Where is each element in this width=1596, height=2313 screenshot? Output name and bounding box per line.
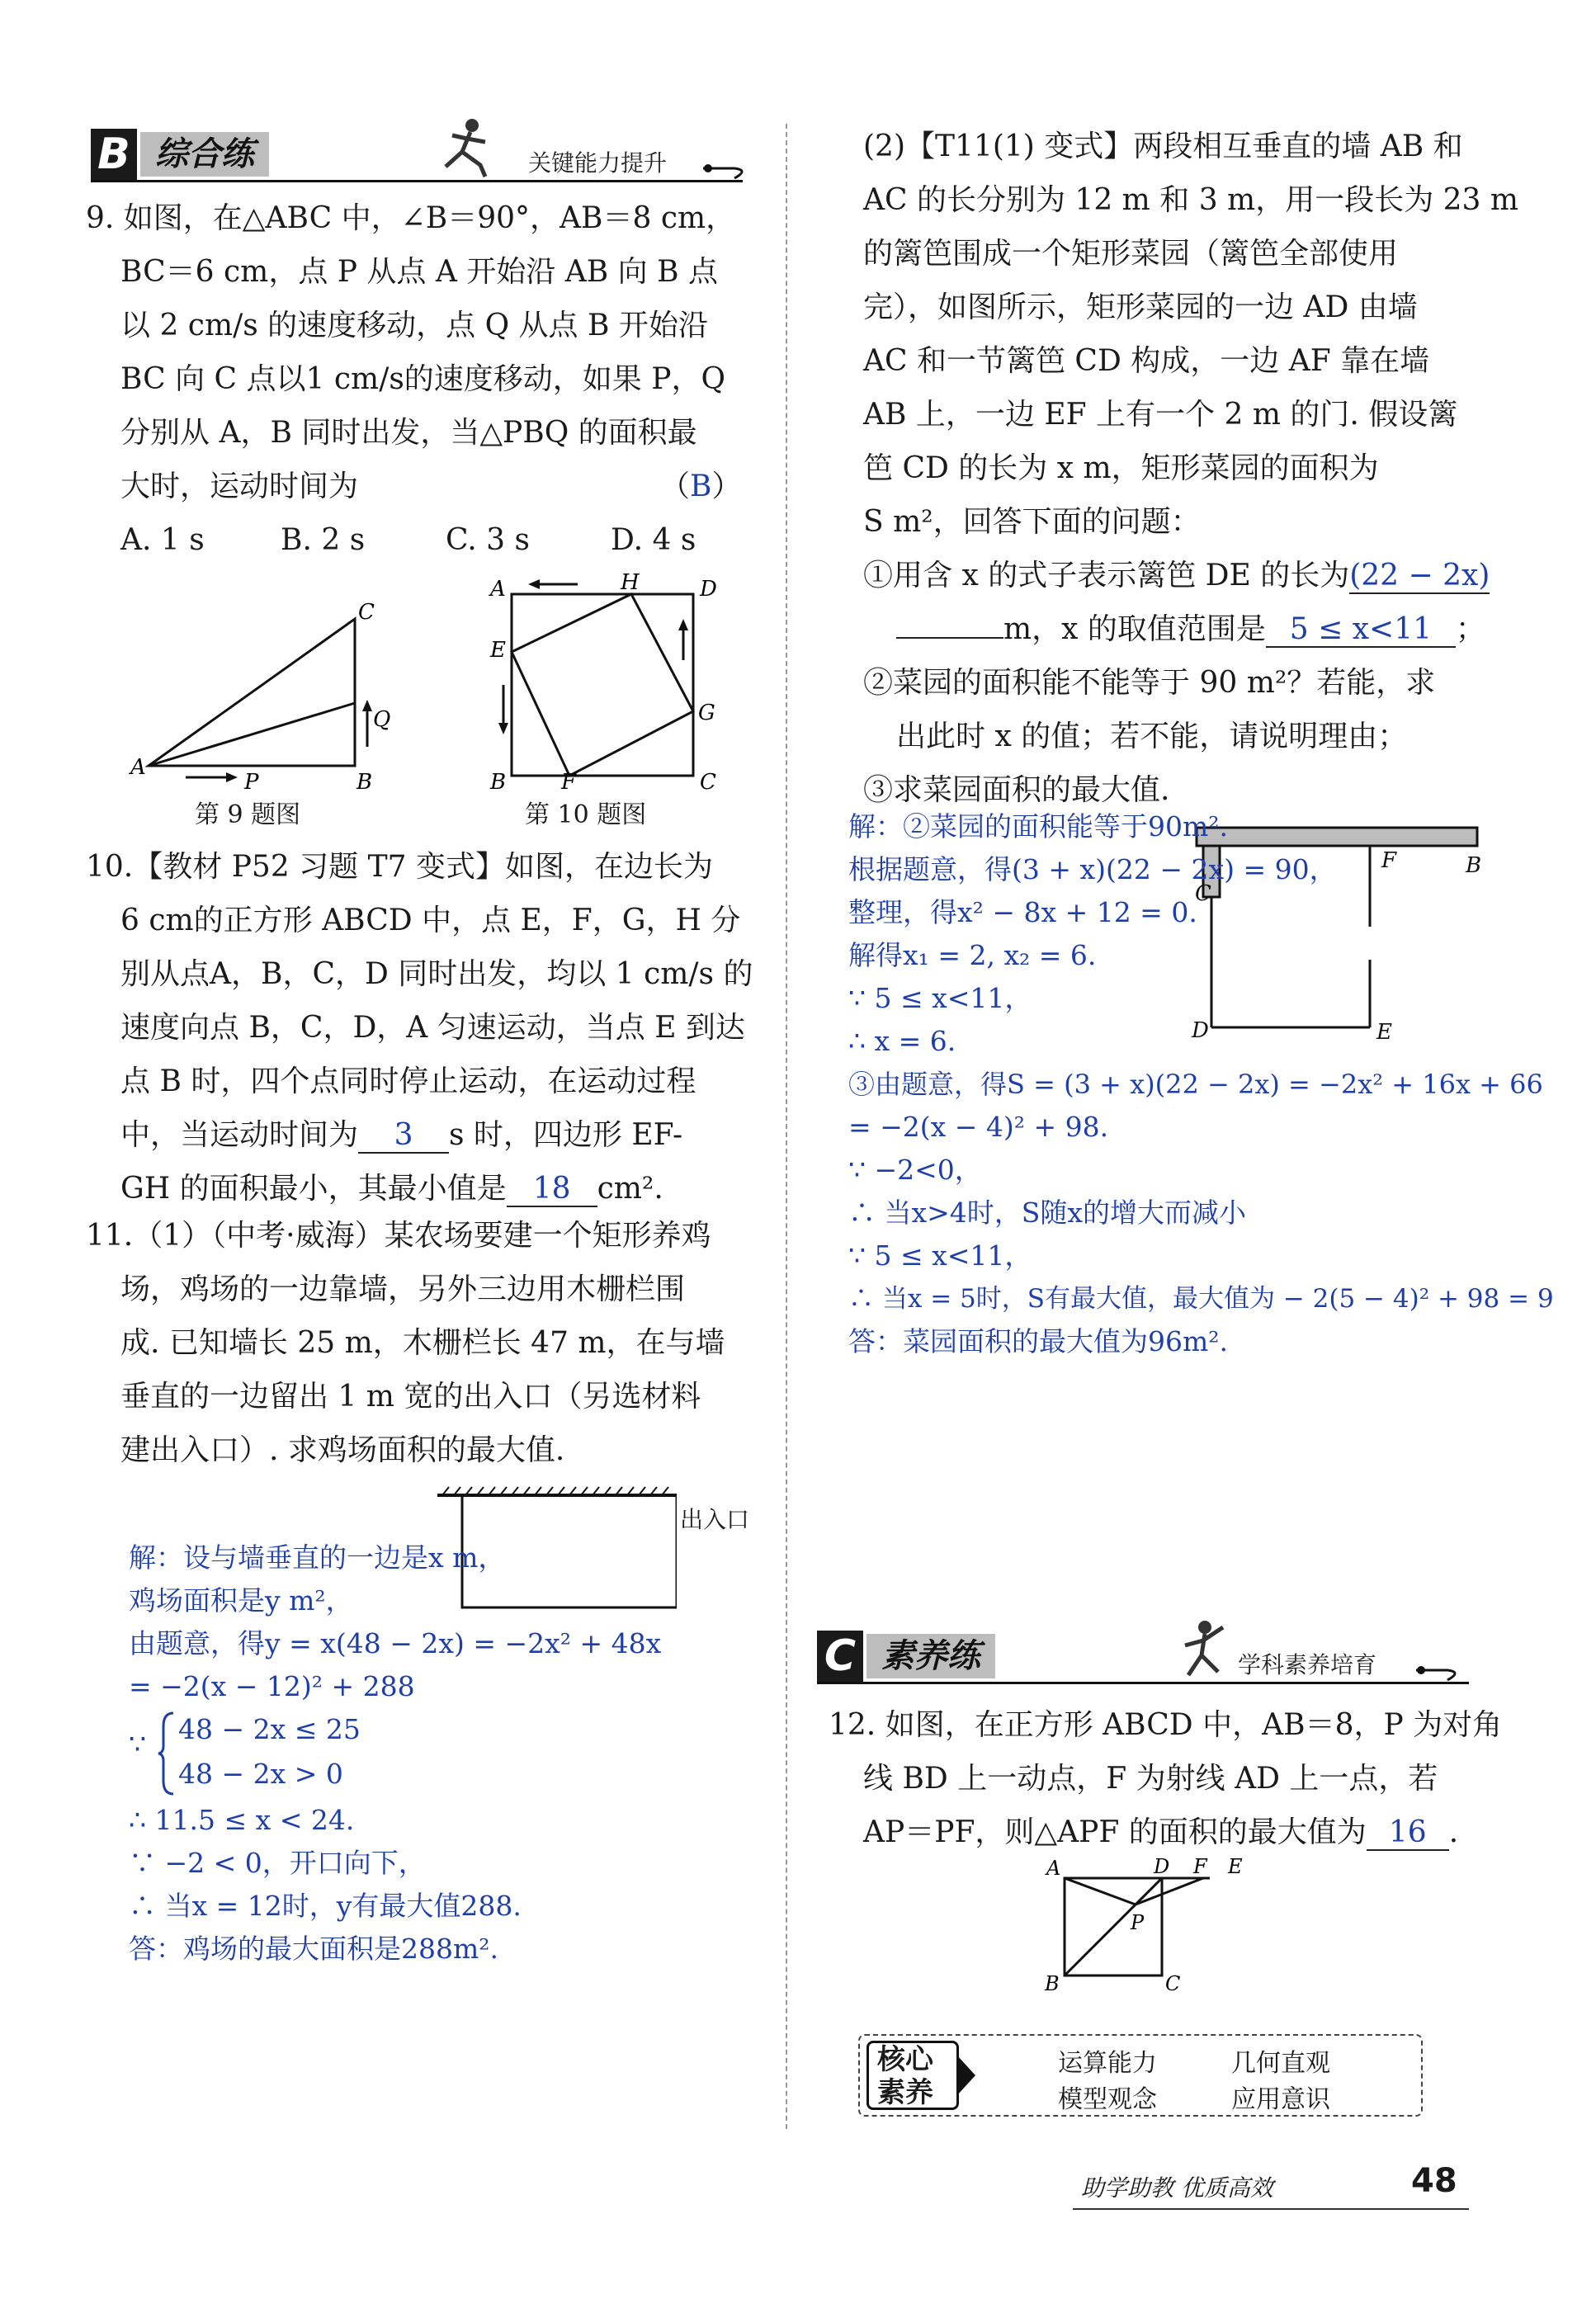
q9-answer-paren: （B） bbox=[660, 470, 742, 503]
core-label: 核心 素养 bbox=[866, 2041, 959, 2110]
q11-line: 场，鸡场的一边靠墙，另外三边用木栅栏围 bbox=[120, 1272, 686, 1306]
label-C: C bbox=[700, 770, 716, 792]
because-symbol: ∵ bbox=[129, 1728, 146, 1760]
q12-answer: 16 bbox=[1367, 1816, 1449, 1851]
gate-label: 出入口 bbox=[680, 1506, 750, 1533]
system-inequality: 48 − 2x > 0 bbox=[178, 1758, 343, 1790]
label-E: E bbox=[490, 638, 506, 663]
q9-option: A. 1 s bbox=[120, 523, 205, 557]
solution-line: ∴ 11.5 ≤ x < 24. bbox=[129, 1804, 355, 1836]
q11-line: 成. 已知墙长 25 m，木栅栏长 47 m，在与墙 bbox=[120, 1326, 725, 1360]
q11-2-sub2: ②菜园的面积能不能等于 90 m²？若能，求 bbox=[863, 666, 1436, 700]
q10-line: 10.【教材 P52 习题 T7 变式】如图，在边长为 bbox=[86, 850, 713, 884]
label-G: G bbox=[698, 701, 715, 725]
arrow-icon bbox=[1414, 1662, 1464, 1687]
chevron-right-icon bbox=[957, 2056, 977, 2095]
q11-line: 11.（1）（中考·威海）某农场要建一个矩形养鸡 bbox=[86, 1219, 711, 1253]
label-H: H bbox=[621, 570, 640, 595]
solution-line: ∵ −2 < 0，开口向下， bbox=[129, 1847, 426, 1879]
label-F: F bbox=[561, 770, 577, 792]
q9-answer: B bbox=[690, 470, 712, 503]
section-subtitle: 学科素养培育 bbox=[1238, 1651, 1377, 1678]
label-C: C bbox=[1165, 1972, 1181, 1995]
q12-line: 线 BD 上一动点，F 为射线 AD 上一点，若 bbox=[863, 1762, 1438, 1796]
q9-line: BC 向 C 点以1 cm/s的速度移动，如果 P，Q bbox=[120, 362, 725, 396]
solution-line: ∵ 5 ≤ x<11， bbox=[848, 1239, 1032, 1272]
footer-rule bbox=[1073, 2208, 1469, 2210]
label-F: F bbox=[1193, 1855, 1207, 1878]
column-divider bbox=[786, 124, 787, 2129]
q10-line: 点 B 时，四个点同时停止运动，在运动过程 bbox=[120, 1064, 696, 1098]
label-E: E bbox=[1228, 1855, 1243, 1878]
q11-2-line: S m²，回答下面的问题： bbox=[863, 505, 1201, 539]
q11-2-sub2: 出此时 x 的值；若不能，请说明理由； bbox=[896, 720, 1408, 753]
q12-line: AP＝PF，则△APF 的面积的最大值为 16 . bbox=[863, 1815, 1459, 1849]
q11-line: 垂直的一边留出 1 m 宽的出入口（另选材料 bbox=[120, 1380, 701, 1414]
q11-2-line: AC 的长分别为 12 m 和 3 m，用一段长为 23 m bbox=[863, 183, 1519, 217]
label-Q: Q bbox=[373, 707, 391, 732]
label-C: C bbox=[358, 600, 375, 625]
solution-line: 解：设与墙垂直的一边是x m， bbox=[129, 1541, 506, 1574]
q10-line: 6 cm的正方形 ABCD 中，点 E，F，G，H 分 bbox=[120, 904, 741, 937]
label-B: B bbox=[1045, 1972, 1060, 1995]
solution-line: 整理，得x² − 8x + 12 = 0. bbox=[848, 896, 1197, 928]
section-title: 综合练 bbox=[140, 132, 269, 177]
solution-line: = −2(x − 12)² + 288 bbox=[129, 1670, 415, 1702]
solution-line: ∵ 5 ≤ x<11， bbox=[848, 982, 1032, 1014]
q10-blank-area: 18 bbox=[507, 1173, 597, 1207]
figure-9 bbox=[124, 594, 421, 792]
section-letter: C bbox=[817, 1631, 863, 1682]
section-c-banner bbox=[817, 1631, 1469, 1688]
q11-2-answer-range: 5 ≤ x<11 bbox=[1266, 613, 1456, 648]
core-item: 几何直观 bbox=[1231, 2049, 1330, 2078]
q9-option: D. 4 s bbox=[611, 523, 696, 557]
solution-line: ∴ 当x = 5时，S有最大值，最大值为 − 2(5 − 4)² + 98 = 9 bbox=[848, 1284, 1554, 1314]
q11-2-line: 笆 CD 的长为 x m，矩形菜园的面积为 bbox=[863, 451, 1379, 485]
solution-line: ∴ x = 6. bbox=[848, 1025, 956, 1057]
label-B: B bbox=[357, 770, 373, 792]
label-P: P bbox=[1131, 1911, 1145, 1934]
q12-line: 12. 如图，在正方形 ABCD 中，AB＝8，P 为对角 bbox=[829, 1708, 1503, 1742]
q11-2-line: 完），如图所示，矩形菜园的一边 AD 由墙 bbox=[863, 290, 1418, 324]
brace-icon bbox=[157, 1710, 177, 1797]
solution-line: ③由题意，得S = (3 + x)(22 − 2x) = −2x² + 16x + 66 bbox=[848, 1069, 1543, 1100]
q9-option: C. 3 s bbox=[446, 523, 530, 557]
core-item: 应用意识 bbox=[1231, 2085, 1330, 2114]
figure-10 bbox=[479, 569, 726, 792]
q11-line: 建出入口）. 求鸡场面积的最大值. bbox=[120, 1433, 565, 1467]
q10-line: 别从点A，B，C，D 同时出发，均以 1 cm/s 的 bbox=[120, 957, 753, 991]
system-inequality: 48 − 2x ≤ 25 bbox=[178, 1713, 361, 1745]
solution-line: 鸡场面积是y m²， bbox=[129, 1584, 353, 1617]
core-item: 模型观念 bbox=[1058, 2085, 1157, 2114]
label-B: B bbox=[490, 770, 507, 792]
q9-line: 大时，运动时间为 bbox=[120, 470, 359, 503]
label-A: A bbox=[130, 755, 146, 780]
q11-2-line: (2)【T11(1) 变式】两段相互垂直的墙 AB 和 bbox=[863, 130, 1463, 163]
q10-line: GH 的面积最小，其最小值是 18 cm². bbox=[120, 1172, 663, 1206]
q11-2-sub1: ①用含 x 的式子表示篱笆 DE 的长为(22 − 2x) bbox=[863, 559, 1490, 592]
solution-line: = −2(x − 4)² + 98. bbox=[848, 1111, 1109, 1143]
solution-line: 答：鸡场的最大面积是288m². bbox=[129, 1933, 498, 1965]
q11-2-sub3: ③求菜园面积的最大值. bbox=[863, 773, 1170, 807]
core-item: 运算能力 bbox=[1058, 2049, 1157, 2078]
label-F: F bbox=[1381, 848, 1397, 873]
solution-line: 解：②菜园的面积能等于90m². bbox=[848, 810, 1229, 843]
solution-line: ∴ 当x = 12时，y有最大值288. bbox=[129, 1890, 522, 1922]
q9-line: 分别从 A，B 同时出发，当△PBQ 的面积最 bbox=[120, 416, 697, 450]
q9-option: B. 2 s bbox=[281, 523, 366, 557]
fig9-caption: 第 9 题图 bbox=[195, 800, 301, 829]
q11-2-line: AC 和一节篱笆 CD 构成，一边 AF 靠在墙 bbox=[863, 344, 1430, 378]
section-title: 素养练 bbox=[866, 1634, 995, 1678]
label-D: D bbox=[1154, 1855, 1170, 1878]
solution-line: ∴ 当x>4时，S随x的增大而减小 bbox=[848, 1197, 1246, 1229]
solution-line: 解得x₁ = 2, x₂ = 6. bbox=[848, 939, 1097, 971]
label-C: C bbox=[1195, 881, 1211, 906]
core-literacy-box bbox=[858, 2034, 1423, 2117]
q9-line: 以 2 cm/s 的速度移动，点 Q 从点 B 开始沿 bbox=[120, 309, 708, 342]
q11-2-sub1: m，x 的取值范围是 5 ≤ x<11 ； bbox=[896, 602, 1485, 656]
arrow-icon bbox=[701, 160, 751, 185]
label-D: D bbox=[1192, 1018, 1209, 1043]
q10-blank-time: 3 bbox=[358, 1119, 449, 1154]
runner-icon bbox=[421, 117, 520, 178]
q9-line: BC＝6 cm，点 P 从点 A 开始沿 AB 向 B 点 bbox=[120, 255, 718, 289]
q9-line: 9. 如图，在△ABC 中，∠B＝90°，AB＝8 cm， bbox=[86, 201, 736, 235]
solution-line: 由题意，得y = x(48 − 2x) = −2x² + 48x bbox=[129, 1627, 662, 1659]
fig10-caption: 第 10 题图 bbox=[525, 800, 647, 829]
q11-2-line: 的篱笆围成一个矩形菜园（篱笆全部使用 bbox=[863, 237, 1399, 271]
athlete-icon bbox=[1172, 1617, 1246, 1680]
section-subtitle: 关键能力提升 bbox=[528, 149, 668, 177]
section-letter: B bbox=[91, 129, 137, 180]
q11-2-answer-de: (22 − 2x) bbox=[1349, 559, 1490, 592]
solution-line: 答：菜园面积的最大值为96m². bbox=[848, 1325, 1229, 1357]
solution-line: 根据题意，得(3 + x)(22 − 2x) = 90， bbox=[848, 853, 1337, 885]
q10-line: 中，当运动时间为 3 s 时，四边形 EF- bbox=[120, 1118, 683, 1152]
section-b-banner bbox=[91, 129, 743, 186]
q10-line: 速度向点 B，C，D，A 匀速运动，当点 E 到达 bbox=[120, 1011, 745, 1045]
label-E: E bbox=[1376, 1020, 1392, 1045]
footer-slogan: 助学助教 优质高效 bbox=[1081, 2174, 1273, 2202]
solution-line: ∵ −2<0， bbox=[848, 1154, 982, 1186]
q12-figure bbox=[1032, 1855, 1279, 1995]
label-A: A bbox=[1046, 1857, 1061, 1880]
label-A: A bbox=[490, 577, 506, 602]
label-B: B bbox=[1466, 853, 1482, 878]
label-P: P bbox=[244, 770, 259, 792]
label-D: D bbox=[700, 577, 717, 602]
q11-2-line: AB 上，一边 EF 上有一个 2 m 的门. 假设篱 bbox=[863, 398, 1458, 432]
page-number: 48 bbox=[1411, 2162, 1457, 2200]
